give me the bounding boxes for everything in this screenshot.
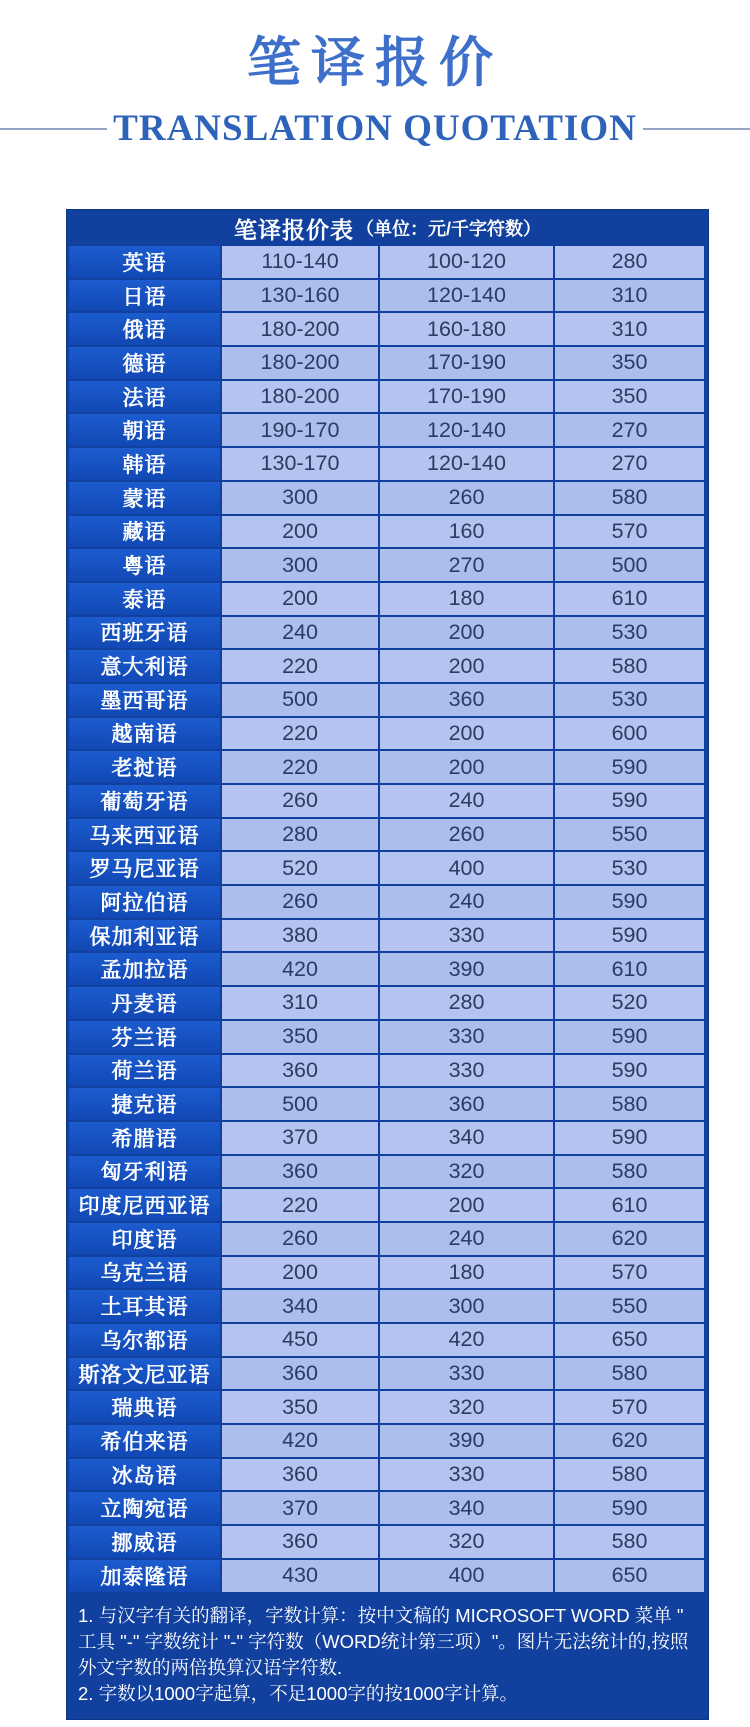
language-cell: 葡萄牙语 [69, 785, 220, 817]
language-cell: 荷兰语 [69, 1055, 220, 1087]
table-row [69, 1290, 706, 1322]
price-cell-3: 350 [555, 381, 704, 413]
price-cell-2: 390 [380, 953, 553, 985]
price-cell-1: 260 [222, 785, 378, 817]
price-cell-1: 180-200 [222, 347, 378, 379]
price-cell-3: 280 [555, 246, 704, 278]
table-row [69, 1358, 706, 1390]
price-cell-3: 570 [555, 516, 704, 548]
table-row [69, 751, 706, 783]
price-cell-1: 200 [222, 583, 378, 615]
price-cell-1: 420 [222, 953, 378, 985]
price-cell-2: 340 [380, 1122, 553, 1154]
price-cell-3: 590 [555, 785, 704, 817]
price-cell-3: 620 [555, 1223, 704, 1255]
price-cell-2: 400 [380, 852, 553, 884]
language-cell: 丹麦语 [69, 987, 220, 1019]
table-row [69, 482, 706, 514]
price-cell-1: 300 [222, 549, 378, 581]
price-cell-2: 200 [380, 718, 553, 750]
price-cell-3: 550 [555, 1290, 704, 1322]
language-cell: 乌克兰语 [69, 1257, 220, 1289]
price-cell-2: 390 [380, 1425, 553, 1457]
price-cell-1: 310 [222, 987, 378, 1019]
price-cell-3: 350 [555, 347, 704, 379]
price-cell-1: 260 [222, 886, 378, 918]
table-row [69, 617, 706, 649]
price-cell-1: 340 [222, 1290, 378, 1322]
price-cell-1: 130-170 [222, 448, 378, 480]
price-cell-3: 580 [555, 650, 704, 682]
price-cell-1: 520 [222, 852, 378, 884]
price-cell-2: 330 [380, 920, 553, 952]
price-cell-1: 280 [222, 819, 378, 851]
price-cell-3: 530 [555, 684, 704, 716]
price-cell-3: 590 [555, 920, 704, 952]
price-cell-1: 430 [222, 1560, 378, 1592]
price-cell-3: 580 [555, 1358, 704, 1390]
footnote-2: 2. 字数以1000字起算，不足1000字的按1000字计算。 [78, 1682, 519, 1704]
price-cell-2: 200 [380, 650, 553, 682]
price-cell-2: 270 [380, 549, 553, 581]
price-cell-1: 350 [222, 1391, 378, 1423]
price-cell-3: 500 [555, 549, 704, 581]
price-cell-1: 370 [222, 1492, 378, 1524]
price-cell-1: 110-140 [222, 246, 378, 278]
language-cell: 瑞典语 [69, 1391, 220, 1423]
language-cell: 阿拉伯语 [69, 886, 220, 918]
price-cell-2: 300 [380, 1290, 553, 1322]
language-cell: 斯洛文尼亚语 [69, 1358, 220, 1390]
table-row [69, 953, 706, 985]
price-cell-3: 610 [555, 583, 704, 615]
price-cell-2: 160-180 [380, 313, 553, 345]
price-cell-2: 170-190 [380, 347, 553, 379]
price-cell-2: 200 [380, 1189, 553, 1221]
language-cell: 法语 [69, 381, 220, 413]
footnote-1: 1. 与汉字有关的翻译，字数计算：按中文稿的 MICROSOFT WORD 菜单 " 工具 "-" 字数统计 "-" 字符数（WORD统计第三项）"。图片无法统计的,按照外文字数的两倍换算汉语字符数. [78, 1604, 689, 1678]
language-cell: 越南语 [69, 718, 220, 750]
price-cell-1: 220 [222, 650, 378, 682]
table-row [69, 1055, 706, 1087]
language-cell: 俄语 [69, 313, 220, 345]
table-row [69, 684, 706, 716]
table-row [69, 650, 706, 682]
table-row [69, 852, 706, 884]
price-cell-2: 360 [380, 1088, 553, 1120]
price-cell-1: 360 [222, 1459, 378, 1491]
table-row [69, 1459, 706, 1491]
price-cell-2: 180 [380, 1257, 553, 1289]
price-cell-2: 330 [380, 1021, 553, 1053]
price-cell-3: 590 [555, 1122, 704, 1154]
price-cell-2: 100-120 [380, 246, 553, 278]
language-cell: 蒙语 [69, 482, 220, 514]
table-row [69, 1425, 706, 1457]
price-cell-2: 200 [380, 617, 553, 649]
price-cell-3: 530 [555, 852, 704, 884]
price-cell-1: 180-200 [222, 381, 378, 413]
price-cell-2: 320 [380, 1391, 553, 1423]
table-row [69, 718, 706, 750]
price-cell-1: 500 [222, 684, 378, 716]
price-cell-2: 280 [380, 987, 553, 1019]
table-row [69, 886, 706, 918]
price-cell-1: 130-160 [222, 280, 378, 312]
price-cell-3: 590 [555, 1492, 704, 1524]
table-row [69, 1189, 706, 1221]
price-cell-2: 340 [380, 1492, 553, 1524]
price-cell-1: 190-170 [222, 414, 378, 446]
language-cell: 印度语 [69, 1223, 220, 1255]
price-cell-2: 330 [380, 1055, 553, 1087]
table-header-title: 笔译报价表 [234, 216, 354, 243]
table-row [69, 1324, 706, 1356]
price-cell-3: 580 [555, 1088, 704, 1120]
price-cell-1: 180-200 [222, 313, 378, 345]
price-cell-2: 330 [380, 1358, 553, 1390]
price-cell-2: 160 [380, 516, 553, 548]
language-cell: 希伯来语 [69, 1425, 220, 1457]
language-cell: 韩语 [69, 448, 220, 480]
price-cell-3: 580 [555, 1156, 704, 1188]
price-cell-1: 500 [222, 1088, 378, 1120]
table-row [69, 1088, 706, 1120]
price-cell-3: 270 [555, 448, 704, 480]
table-row [69, 1257, 706, 1289]
subtitle-rule-right [643, 128, 750, 130]
price-cell-2: 260 [380, 482, 553, 514]
subtitle-rule-left [0, 128, 107, 130]
price-cell-3: 310 [555, 313, 704, 345]
language-cell: 罗马尼亚语 [69, 852, 220, 884]
price-cell-2: 120-140 [380, 414, 553, 446]
language-cell: 老挝语 [69, 751, 220, 783]
language-cell: 西班牙语 [69, 617, 220, 649]
price-cell-1: 300 [222, 482, 378, 514]
price-cell-2: 420 [380, 1324, 553, 1356]
language-cell: 藏语 [69, 516, 220, 548]
language-cell: 乌尔都语 [69, 1324, 220, 1356]
table-row [69, 1391, 706, 1423]
language-cell: 意大利语 [69, 650, 220, 682]
price-cell-3: 590 [555, 886, 704, 918]
price-cell-2: 180 [380, 583, 553, 615]
price-cell-1: 360 [222, 1526, 378, 1558]
price-cell-1: 450 [222, 1324, 378, 1356]
table-row [69, 987, 706, 1019]
language-cell: 泰语 [69, 583, 220, 615]
table-row [69, 819, 706, 851]
price-cell-1: 220 [222, 1189, 378, 1221]
language-cell: 孟加拉语 [69, 953, 220, 985]
price-cell-1: 420 [222, 1425, 378, 1457]
price-cell-3: 610 [555, 1189, 704, 1221]
price-cell-3: 530 [555, 617, 704, 649]
page-title: 笔译报价 [247, 33, 503, 93]
language-cell: 土耳其语 [69, 1290, 220, 1322]
language-cell: 冰岛语 [69, 1459, 220, 1491]
price-cell-2: 200 [380, 751, 553, 783]
table-row [69, 246, 706, 278]
price-cell-3: 590 [555, 1055, 704, 1087]
language-cell: 挪威语 [69, 1526, 220, 1558]
table-row [69, 448, 706, 480]
subtitle-row [0, 107, 750, 150]
price-cell-2: 240 [380, 1223, 553, 1255]
table-row [69, 1526, 706, 1558]
price-cell-2: 330 [380, 1459, 553, 1491]
price-cell-1: 360 [222, 1358, 378, 1390]
price-cell-2: 320 [380, 1526, 553, 1558]
language-cell: 立陶宛语 [69, 1492, 220, 1524]
table-row [69, 414, 706, 446]
table-row [69, 1021, 706, 1053]
table-row [69, 785, 706, 817]
table-row [69, 920, 706, 952]
table-row [69, 1122, 706, 1154]
price-cell-1: 370 [222, 1122, 378, 1154]
language-cell: 希腊语 [69, 1122, 220, 1154]
price-cell-1: 220 [222, 751, 378, 783]
price-cell-3: 610 [555, 953, 704, 985]
table-header-unit: （单位：元/千字符数） [356, 219, 541, 239]
language-cell: 德语 [69, 347, 220, 379]
price-cell-1: 360 [222, 1055, 378, 1087]
language-cell: 印度尼西亚语 [69, 1189, 220, 1221]
price-cell-1: 260 [222, 1223, 378, 1255]
table-row [69, 1560, 706, 1592]
language-cell: 墨西哥语 [69, 684, 220, 716]
price-cell-3: 590 [555, 751, 704, 783]
price-cell-1: 360 [222, 1156, 378, 1188]
price-cell-2: 120-140 [380, 448, 553, 480]
table-row [69, 583, 706, 615]
price-cell-2: 360 [380, 684, 553, 716]
price-cell-2: 120-140 [380, 280, 553, 312]
price-cell-3: 650 [555, 1324, 704, 1356]
price-cell-2: 240 [380, 886, 553, 918]
language-cell: 加泰隆语 [69, 1560, 220, 1592]
quotation-table [67, 210, 708, 1719]
price-cell-3: 580 [555, 1526, 704, 1558]
table-row [69, 347, 706, 379]
price-cell-3: 570 [555, 1257, 704, 1289]
language-cell: 捷克语 [69, 1088, 220, 1120]
price-cell-3: 600 [555, 718, 704, 750]
language-cell: 朝语 [69, 414, 220, 446]
price-cell-2: 170-190 [380, 381, 553, 413]
price-cell-3: 580 [555, 1459, 704, 1491]
language-cell: 日语 [69, 280, 220, 312]
table-row [69, 381, 706, 413]
price-cell-1: 350 [222, 1021, 378, 1053]
price-cell-3: 580 [555, 482, 704, 514]
table-row [69, 313, 706, 345]
table-row [69, 516, 706, 548]
footnotes [67, 1594, 708, 1719]
price-cell-2: 400 [380, 1560, 553, 1592]
price-cell-2: 320 [380, 1156, 553, 1188]
price-cell-1: 380 [222, 920, 378, 952]
page-subtitle: TRANSLATION QUOTATION [113, 108, 637, 149]
price-cell-1: 200 [222, 1257, 378, 1289]
language-cell: 匈牙利语 [69, 1156, 220, 1188]
table-body [67, 246, 708, 1592]
language-cell: 马来西亚语 [69, 819, 220, 851]
price-cell-1: 200 [222, 516, 378, 548]
language-cell: 粤语 [69, 549, 220, 581]
table-row [69, 1223, 706, 1255]
table-row [69, 549, 706, 581]
price-cell-1: 240 [222, 617, 378, 649]
price-cell-3: 650 [555, 1560, 704, 1592]
price-cell-2: 260 [380, 819, 553, 851]
price-cell-2: 240 [380, 785, 553, 817]
price-cell-1: 220 [222, 718, 378, 750]
price-cell-3: 590 [555, 1021, 704, 1053]
table-row [69, 1156, 706, 1188]
price-cell-3: 570 [555, 1391, 704, 1423]
price-cell-3: 550 [555, 819, 704, 851]
table-row [69, 1492, 706, 1524]
table-row [69, 280, 706, 312]
price-cell-3: 270 [555, 414, 704, 446]
price-cell-3: 310 [555, 280, 704, 312]
price-cell-3: 620 [555, 1425, 704, 1457]
language-cell: 英语 [69, 246, 220, 278]
table-header [67, 210, 708, 246]
language-cell: 芬兰语 [69, 1021, 220, 1053]
language-cell: 保加利亚语 [69, 920, 220, 952]
price-cell-3: 520 [555, 987, 704, 1019]
